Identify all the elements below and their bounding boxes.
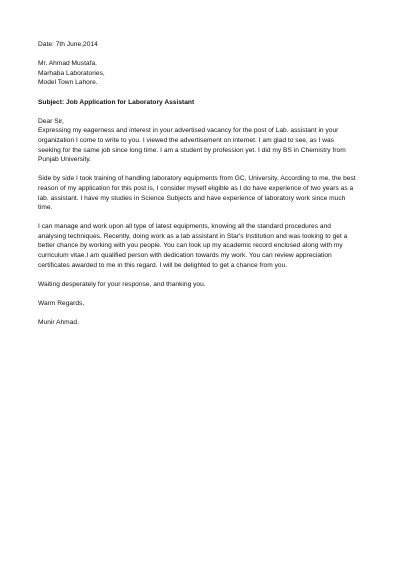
paragraph-line: Punjab University. bbox=[38, 156, 92, 164]
spacer bbox=[38, 289, 368, 299]
paragraph-line: curriculum vitae.I am qualified person with dedication towards my work. You can review appreciation bbox=[38, 252, 332, 260]
paragraph-line: certificates awarded to me in this regard. I will be delighted to get a chance from you. bbox=[38, 261, 288, 269]
spacer bbox=[38, 165, 368, 175]
spacer bbox=[38, 309, 368, 319]
recipient-company: Marhaba Laboratories, bbox=[38, 69, 105, 77]
paragraph-4 bbox=[38, 280, 368, 290]
letter-subject: Subject: Job Application for Laboratory Assistant bbox=[38, 98, 195, 106]
paragraph-line: Waiting desperately for your response, and thanking you. bbox=[38, 280, 206, 288]
closing: Warm Regards, bbox=[38, 300, 85, 308]
paragraph-line: Expressing my eagerness and interest in your advertised vacancy for the post of Lab. assistant in your bbox=[38, 127, 339, 135]
spacer bbox=[38, 107, 368, 117]
paragraph-line: lab. assistant. I have my studies in Science Subjects and have experience of laboratory work since much bbox=[38, 194, 346, 202]
paragraph-line: seeking for the same job since long time. I am a student by profession yet. I did my BS in Chemistry from bbox=[38, 146, 346, 154]
spacer bbox=[38, 50, 368, 60]
paragraph-line: I can manage and work upon all type of latest equipments, knowing all the standard procedures and bbox=[38, 223, 331, 231]
letter-date: Date: 7th June,2014 bbox=[38, 41, 98, 48]
signature: Munir Ahmad. bbox=[38, 319, 79, 327]
paragraph-line: better chance by working with you people. You can look up my academic record enclosed along with my bbox=[38, 242, 343, 250]
letter-body bbox=[38, 40, 368, 328]
recipient-block bbox=[38, 59, 368, 88]
recipient-address: Model Town Lahore. bbox=[38, 79, 98, 87]
paragraph-1 bbox=[38, 126, 368, 164]
paragraph-line: Side by side I took training of handling laboratory equipments from GC, University. According to me, the best bbox=[38, 175, 356, 183]
paragraph-line: analysing techniques. Recently, doing work as a lab assistant in Star's Institution and was looking to get a bbox=[38, 232, 348, 240]
spacer bbox=[38, 213, 368, 223]
paragraph-2 bbox=[38, 174, 368, 212]
paragraph-line: organization I come to write to you. I viewed the advertisement on internet. I am glad to see, as I was bbox=[38, 136, 334, 144]
spacer bbox=[38, 88, 368, 98]
paragraph-3 bbox=[38, 222, 368, 270]
spacer bbox=[38, 270, 368, 280]
recipient-name: Mr. Ahmad Mustafa. bbox=[38, 60, 97, 68]
salutation: Dear Sir, bbox=[38, 117, 64, 125]
paragraph-line: reason of my application for this post is, I consider myself eligible as I do have experience of two years as a bbox=[38, 184, 354, 192]
paragraph-line: time. bbox=[38, 204, 53, 212]
